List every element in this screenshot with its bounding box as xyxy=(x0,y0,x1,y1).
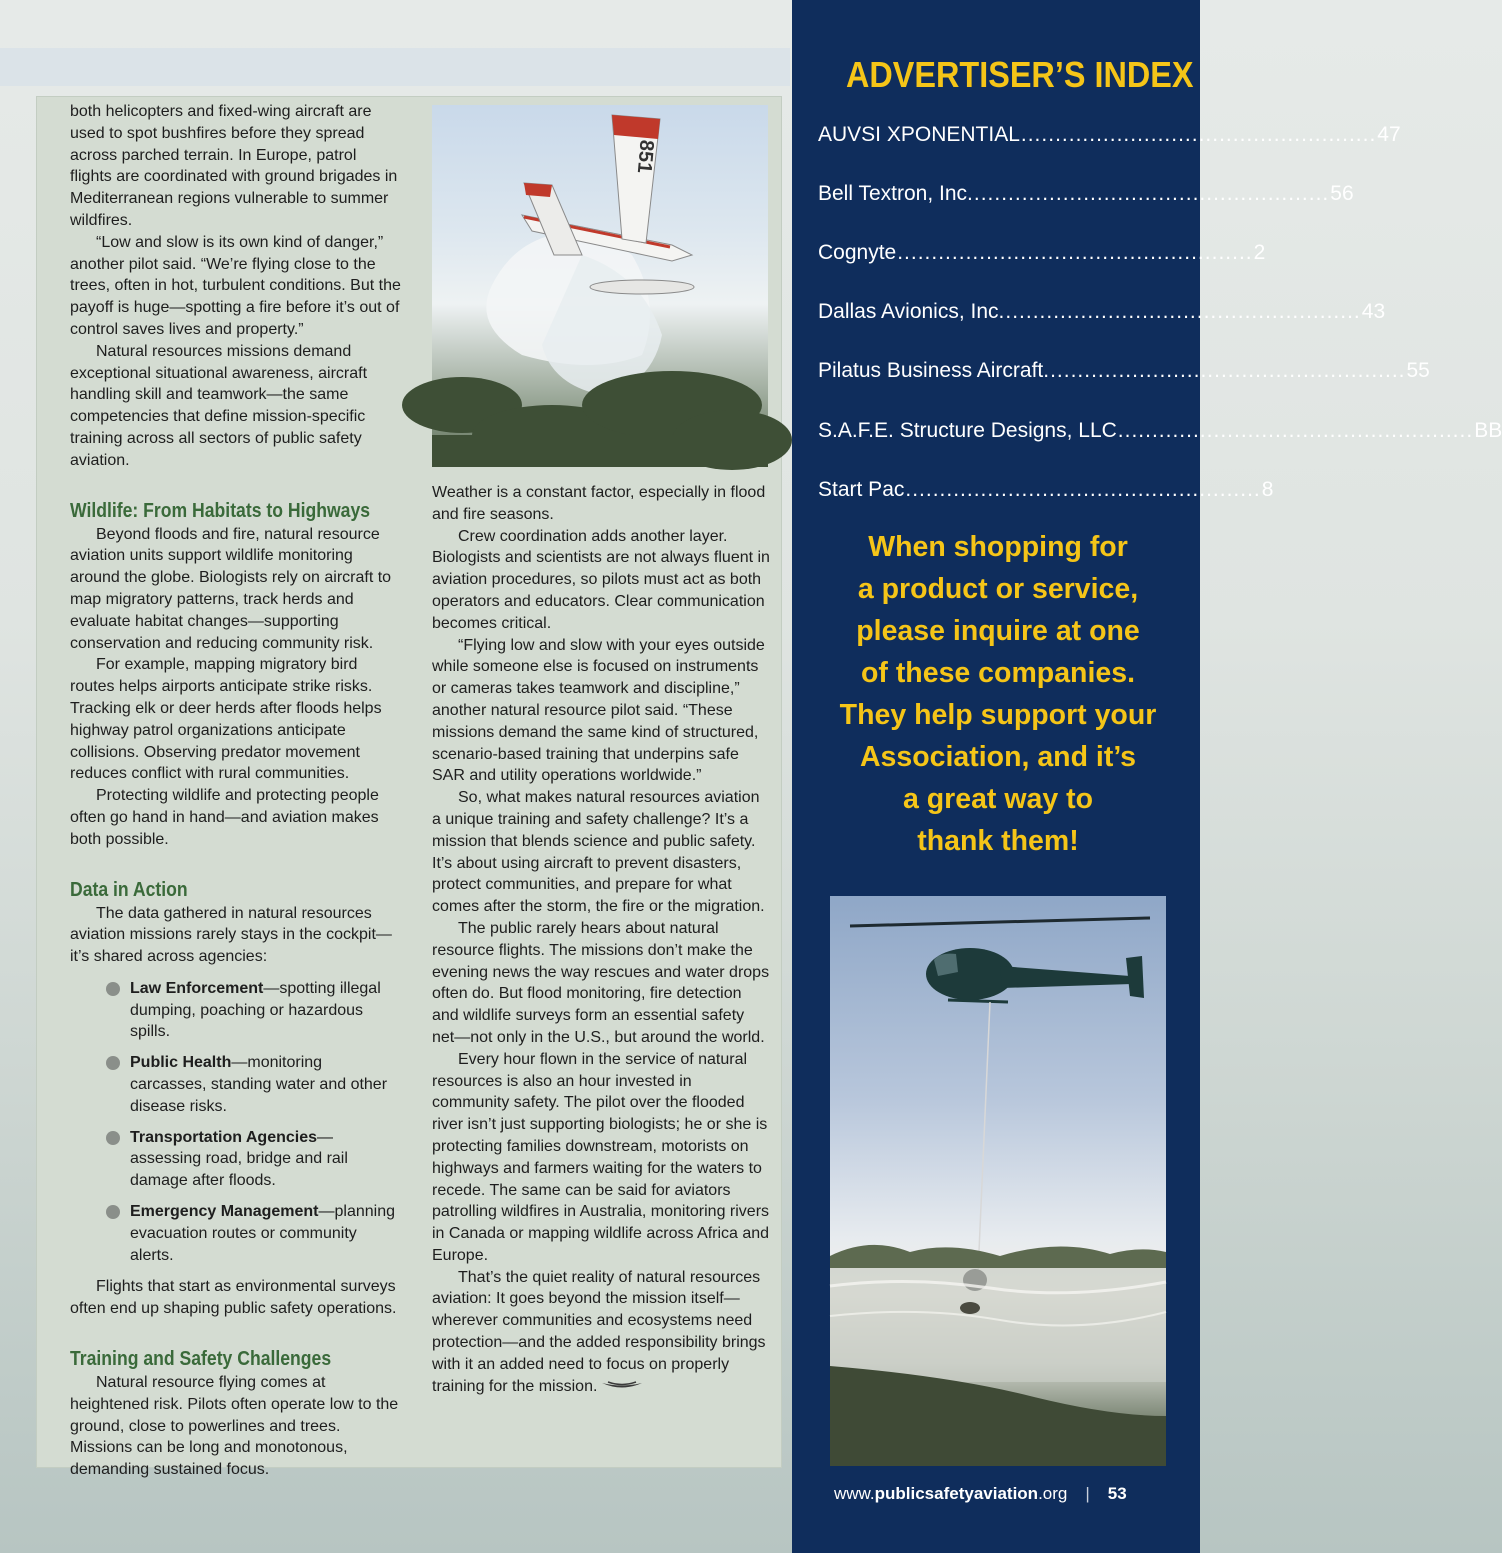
paragraph: So, what makes natural resources aviation a unique training and safety challenge? It’s a mission that blends science and public safety. It’s about using aircraft to prevent disasters, protect communities, and prepare for what comes after the storm, the fire or the migration. xyxy=(432,789,765,916)
url-domain: publicsafetyaviation xyxy=(874,1484,1039,1503)
advertiser-name: Bell Textron, Inc. xyxy=(818,182,973,205)
paragraph: “Low and slow is its own kind of danger,” another pilot said. “We’re flying close to the trees, often in hot, turbulent conditions. But the payoff is huge—spotting a fire before it’s out of control saves lives and property.” xyxy=(70,233,401,338)
promo-line: When shopping for xyxy=(868,531,1128,563)
paragraph: Weather is a constant factor, especially in flood and fire seasons. xyxy=(432,484,766,523)
paragraph: The public rarely hears about natural resource flights. The missions don’t make the evening news the way rescues and water drops often do. But flood monitoring, fire detection and wildlife surveys form an essential safety net—not only in the U.S., but around the world. xyxy=(432,919,770,1046)
advertiser-page: 2 xyxy=(1253,241,1266,264)
section-heading-wildlife: Wildlife: From Habitats to Highways xyxy=(70,499,371,522)
firefighting-plane-photo xyxy=(432,105,768,467)
paragraph-text: That’s the quiet reality of natural resources aviation: It goes beyond the mission itself—wherever communities and ecosystems need protection—and the added responsibility brings with it an added need to focus on properly training for the mission. xyxy=(432,1268,766,1395)
end-mark-wings-icon xyxy=(602,1380,642,1392)
list-item-term: Law Enforcement xyxy=(130,979,264,997)
paragraph: For example, mapping migratory bird routes helps airports anticipate strike risks. Tracking elk or deer herds after floods helps highway patrol organizations anticipate collisions. Observing predator movement reduces conflict with rural communities. xyxy=(70,656,382,783)
dot-leader: .................................................... xyxy=(1117,419,1474,442)
plane-illustration xyxy=(432,105,768,467)
paragraph: Natural resources missions demand exceptional situational awareness, aircraft handling skill and teamwork—the same competencies that define mission-specific training across all sectors of public safety aviation. xyxy=(70,342,368,469)
advertiser-page: 47 xyxy=(1377,123,1401,146)
list-item xyxy=(130,1052,402,1117)
left-column xyxy=(70,101,402,1481)
paragraph: Protecting wildlife and protecting people often go hand in hand—and aviation makes both possible. xyxy=(70,787,379,848)
promo-line: They help support your xyxy=(839,699,1157,731)
list-item xyxy=(130,1127,402,1192)
advertiser-entry xyxy=(818,419,1502,443)
paragraph: The data gathered in natural resources aviation missions rarely stays in the cockpit—it’s shared across agencies: xyxy=(70,904,392,966)
advertiser-page: 8 xyxy=(1261,478,1274,501)
promo-message xyxy=(812,526,1184,862)
advertiser-page: BB xyxy=(1474,419,1502,442)
page-footer xyxy=(834,1484,1127,1504)
url-prefix: www. xyxy=(834,1484,875,1503)
promo-line: thank them! xyxy=(917,825,1079,857)
dot-leader: .................................................... xyxy=(973,182,1330,205)
advertiser-name: S.A.F.E. Structure Designs, LLC xyxy=(818,419,1117,442)
advertiser-index-title: ADVERTISER’S INDEX xyxy=(846,54,1194,95)
advertiser-name: Dallas Avionics, Inc. xyxy=(818,300,1005,323)
promo-line: of these companies. xyxy=(861,657,1135,689)
list-item-term: Public Health xyxy=(130,1054,232,1072)
list-item-text: —spotting illegal dumping, poaching or hazardous spills. xyxy=(130,979,381,1041)
header-band xyxy=(0,48,790,86)
footer-separator: | xyxy=(1085,1484,1090,1503)
url-suffix: .org xyxy=(1038,1484,1068,1503)
list-item xyxy=(130,978,402,1043)
paragraph: Every hour flown in the service of natural resources is also an hour invested in community safety. The pilot over the flooded river isn’t just supporting biologists; he or she is protecting families downstream, motorists on highways and farmers waiting for the waters to recede. The same can be said for aviators patrolling wildfires in Australia, monitoring rivers in Canada or mapping wildlife across Africa and Europe. xyxy=(432,1050,770,1264)
list-item-term: Transportation Agencies xyxy=(130,1128,317,1146)
middle-column xyxy=(432,482,770,1397)
dot-leader: .................................................... xyxy=(1050,359,1406,382)
tail-number: 851 xyxy=(632,138,658,175)
dot-leader: .................................................... xyxy=(1005,300,1361,323)
promo-line: a product or service, xyxy=(857,573,1139,605)
advertiser-entry xyxy=(818,478,1274,502)
advertiser-entry xyxy=(818,300,1386,324)
promo-line: please inquire at one xyxy=(856,615,1140,647)
list-item-term: Emergency Management xyxy=(130,1203,319,1221)
footer-url[interactable] xyxy=(834,1484,1067,1503)
section-heading-data: Data in Action xyxy=(70,878,188,901)
section-heading-training: Training and Safety Challenges xyxy=(70,1348,332,1371)
advertiser-entry xyxy=(818,123,1401,147)
advertiser-name: Start Pac xyxy=(818,478,905,501)
dot-leader: .................................................... xyxy=(897,241,1253,264)
paragraph: Natural resource flying comes at heightened risk. Pilots often operate low to the ground, close to powerlines and trees. Missions can be long and monotonous, demanding sustained focus. xyxy=(70,1374,399,1479)
dot-leader: .................................................... xyxy=(1020,123,1377,146)
advertiser-entry xyxy=(818,359,1430,383)
paragraph: Crew coordination adds another layer. Biologists and scientists are not always fluent in aviation procedures, so pilots must act as both operators and educators. Clear communication becomes critical. xyxy=(432,527,770,632)
advertiser-page: 55 xyxy=(1406,359,1430,382)
helicopter-bucket-photo xyxy=(830,896,1166,1466)
list-item-text: —planning evacuation routes or community alerts. xyxy=(130,1203,396,1264)
promo-line: Association, and it’s xyxy=(859,741,1137,773)
paragraph xyxy=(432,1267,770,1398)
advertiser-name: Pilatus Business Aircraft. xyxy=(818,359,1050,382)
paragraph: both helicopters and fixed-wing aircraft are used to spot bushfires before they spread across parched terrain. In Europe, patrol flights are coordinated with ground brigades in Mediterranean regions vulnerable to summer wildfires. xyxy=(70,103,398,229)
agency-list xyxy=(70,978,402,1267)
list-item xyxy=(130,1201,402,1266)
paragraph: Beyond floods and fire, natural resource aviation units support wildlife monitoring around the globe. Biologists rely on aircraft to map migratory patterns, track herds and evaluate habitat changes—supporting conservation and reducing community risk. xyxy=(70,525,392,652)
advertiser-entry xyxy=(818,182,1354,206)
list-item-text: —monitoring carcasses, standing water and other disease risks. xyxy=(130,1054,388,1115)
advertiser-entry xyxy=(818,241,1266,265)
advertiser-page: 43 xyxy=(1361,300,1386,323)
paragraph: Flights that start as environmental surveys often end up shaping public safety operations. xyxy=(70,1278,397,1318)
promo-line: a great way to xyxy=(902,783,1094,815)
advertiser-name: Cognyte xyxy=(818,241,897,264)
advertiser-page: 56 xyxy=(1330,182,1354,205)
helicopter-illustration xyxy=(830,896,1166,1466)
list-item-text: —assessing road, bridge and rail damage after floods. xyxy=(130,1128,348,1190)
advertiser-name: AUVSI XPONENTIAL xyxy=(818,123,1020,146)
page-number: 53 xyxy=(1107,1484,1127,1503)
dot-leader: .................................................... xyxy=(905,478,1261,501)
paragraph: “Flying low and slow with your eyes outside while someone else is focused on instruments or cameras takes teamwork and discipline,” another natural resource pilot said. “These missions demand the same kind of structured, scenario-based training that underpins safe SAR and utility operations worldwide.” xyxy=(432,636,765,785)
